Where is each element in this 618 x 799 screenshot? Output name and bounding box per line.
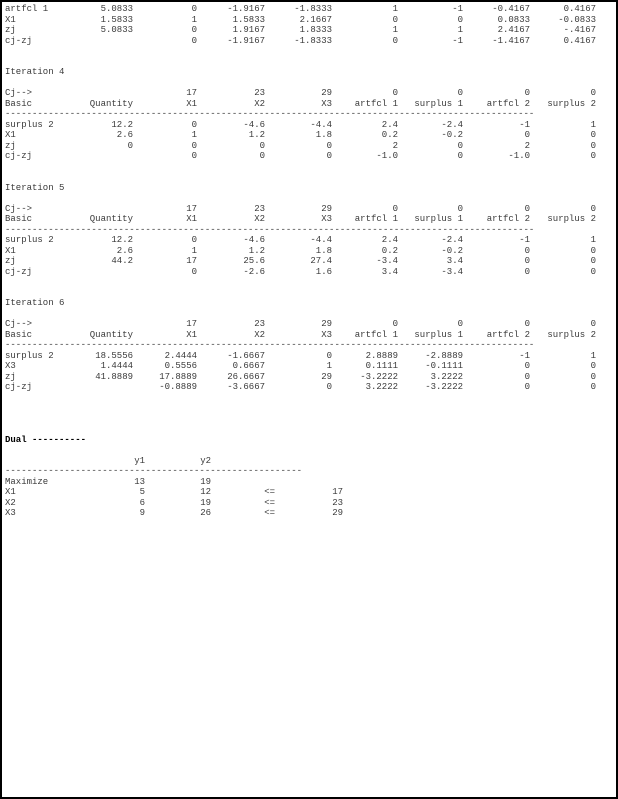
table-cell: 0 [191, 235, 197, 245]
table-cell: 1 [457, 25, 463, 35]
table-cell: 0 [590, 140, 596, 151]
table-cell: X1 [5, 245, 16, 256]
column-header: X3 [321, 98, 332, 109]
dual-divider: ------------------------------------------------------- [5, 466, 303, 476]
cj-label: Cj--> [5, 203, 33, 214]
table-cell: 1.8 [315, 130, 332, 140]
table-cell: 0 [191, 266, 197, 277]
table-cell: -2.4 [441, 235, 463, 245]
table-cell: 0 [524, 266, 530, 277]
cj-row [5, 204, 605, 215]
dual-cell: 12 [200, 487, 211, 497]
table-cell: 1 [191, 245, 197, 256]
table-cell: -0.1111 [425, 361, 463, 371]
table-cell: 0 [590, 130, 596, 140]
cj-value: 0 [457, 319, 463, 329]
cj-value: 0 [590, 203, 596, 214]
table-row [5, 141, 605, 152]
column-header: artfcl 2 [486, 214, 530, 224]
cj-value: 17 [186, 203, 197, 214]
cj-value: 0 [457, 203, 463, 214]
header-row [5, 214, 605, 225]
column-header: X3 [321, 329, 332, 340]
table-cell: -0.2 [441, 130, 463, 140]
table-cell: 17 [186, 256, 197, 266]
column-header: X1 [186, 214, 197, 224]
table-cell: 1 [392, 25, 398, 35]
table-cell: 3.4 [381, 266, 398, 277]
dual-row [5, 487, 605, 498]
table-cell: 1.5833 [232, 14, 265, 25]
iteration-title: Iteration 5 [5, 182, 65, 193]
table-cell: 1.4444 [100, 361, 133, 371]
table-cell: -3.4 [441, 266, 463, 277]
divider: -------------------------------------------------------------------------------------------------- [5, 109, 535, 119]
cj-row [5, 319, 605, 330]
table-row [5, 256, 605, 267]
column-header: Quantity [89, 214, 133, 224]
dual-cell: <= [264, 508, 275, 518]
column-header: Basic [5, 98, 33, 109]
table-cell: 2.4 [381, 119, 398, 130]
table-cell: 0 [524, 256, 530, 266]
table-cell: 0.6667 [232, 361, 265, 371]
column-header: surplus 2 [547, 214, 596, 224]
table-cell: 0 [457, 14, 463, 25]
table-cell: 0.0833 [497, 14, 530, 25]
table-cell: -1 [519, 350, 530, 361]
dual-cell: X3 [5, 508, 16, 518]
table-cell: 0 [259, 151, 265, 161]
table-cell: 0 [191, 140, 197, 151]
iteration-title: Iteration 6 [5, 298, 65, 308]
table-cell: -1.4167 [492, 35, 530, 46]
table-cell: 1.5833 [100, 14, 133, 25]
table-cell: 3.4 [446, 256, 463, 266]
table-cell: 2 [524, 140, 530, 151]
table-cell: 1 [191, 14, 197, 25]
table-row [5, 372, 605, 383]
cj-label: Cj--> [5, 319, 33, 329]
table-cell: surplus 2 [5, 235, 54, 245]
table-cell: 0 [524, 371, 530, 382]
table-cell: zj [5, 140, 16, 151]
table-cell: 2.4 [381, 235, 398, 245]
table-cell: 44.2 [111, 256, 133, 266]
table-cell: zj [5, 256, 16, 266]
column-header: surplus 1 [414, 329, 463, 340]
cj-value: 29 [321, 203, 332, 214]
table-cell: 0 [127, 140, 133, 151]
dual-cell: 17 [332, 487, 343, 497]
column-header: artfcl 1 [354, 329, 398, 340]
dual-cell: Maximize [5, 476, 49, 487]
table-cell: -3.2222 [425, 382, 463, 392]
table-cell: -1.6667 [227, 350, 265, 361]
table-cell: -2.8889 [425, 350, 463, 361]
table-cell: 29 [321, 371, 332, 382]
table-cell: X1 [5, 130, 16, 140]
table-cell: 5.0833 [100, 4, 133, 14]
column-header: artfcl 1 [354, 214, 398, 224]
column-header: artfcl 2 [486, 98, 530, 109]
table-cell: 2.6 [116, 130, 133, 140]
table-cell: 2.4167 [497, 25, 530, 35]
table-cell: 0 [326, 382, 332, 392]
column-header: artfcl 1 [354, 98, 398, 109]
dual-cell: 9 [139, 508, 145, 518]
table-cell: 0.4167 [563, 4, 596, 14]
table-cell: -4.6 [243, 119, 265, 130]
table-row [5, 4, 605, 15]
table-row [5, 15, 605, 26]
table-cell: -0.8889 [159, 382, 197, 392]
table-cell: 0 [191, 35, 197, 46]
table-row [5, 382, 605, 393]
table-row [5, 151, 605, 162]
table-cell: 1 [326, 361, 332, 371]
table-cell: 3.2222 [365, 382, 398, 392]
table-cell: 2.8889 [365, 350, 398, 361]
column-header: Basic [5, 329, 33, 340]
table-cell: 0 [524, 130, 530, 140]
table-cell: 0 [191, 119, 197, 130]
table-cell: 0 [590, 245, 596, 256]
table-cell: 1.8 [315, 245, 332, 256]
table-row [5, 361, 605, 372]
dual-cell: 19 [200, 497, 211, 508]
table-cell: -1.0 [508, 151, 530, 161]
table-cell: 1 [392, 4, 398, 14]
table-cell: 0 [392, 35, 398, 46]
table-cell: 3.2222 [430, 371, 463, 382]
table-cell: 0 [191, 151, 197, 161]
table-cell: 0 [326, 350, 332, 361]
column-header: surplus 2 [547, 329, 596, 340]
table-cell: -1 [519, 119, 530, 130]
table-cell: X3 [5, 361, 16, 371]
table-cell: 0.5556 [164, 361, 197, 371]
table-cell: 18.5556 [95, 350, 133, 361]
table-cell: 0 [524, 245, 530, 256]
table-cell: -1.8333 [294, 35, 332, 46]
cj-value: 29 [321, 88, 332, 98]
dual-cell: 6 [139, 497, 145, 508]
table-cell: -3.2222 [360, 371, 398, 382]
table-cell: -3.6667 [227, 382, 265, 392]
dual-row [5, 508, 605, 519]
table-cell: 17.8889 [159, 371, 197, 382]
table-row [5, 351, 605, 362]
table-cell: 2.1667 [299, 14, 332, 25]
dual-row [5, 498, 605, 509]
cj-label: Cj--> [5, 88, 33, 98]
dual-cell: 26 [200, 508, 211, 518]
cj-value: 0 [392, 203, 398, 214]
cj-value: 0 [524, 319, 530, 329]
dual-column-header: y2 [200, 455, 211, 466]
table-cell: 1.2 [248, 130, 265, 140]
column-header: Quantity [89, 329, 133, 340]
column-header: X1 [186, 98, 197, 109]
table-cell: 0 [524, 382, 530, 392]
table-cell: 1 [590, 119, 596, 130]
table-cell: 0 [590, 266, 596, 277]
table-cell: surplus 2 [5, 119, 54, 130]
table-cell: 12.2 [111, 235, 133, 245]
table-cell: -1 [452, 4, 463, 14]
column-header: surplus 2 [547, 98, 596, 109]
table-cell: 1 [191, 130, 197, 140]
table-cell: 0 [590, 151, 596, 161]
table-row [5, 246, 605, 257]
table-row [5, 235, 605, 246]
column-header: Quantity [89, 98, 133, 109]
table-cell: 26.6667 [227, 371, 265, 382]
table-cell: -4.4 [310, 119, 332, 130]
cj-value: 23 [254, 88, 265, 98]
table-row [5, 25, 605, 36]
divider: -------------------------------------------------------------------------------------------------- [5, 224, 535, 235]
table-cell: 0 [392, 14, 398, 25]
cj-value: 0 [524, 203, 530, 214]
table-cell: 0 [590, 382, 596, 392]
table-cell: -1.9167 [227, 35, 265, 46]
table-cell: X1 [5, 14, 16, 25]
table-cell: -1.0 [376, 151, 398, 161]
dual-title: Dual ---------- [5, 434, 87, 445]
table-cell: 5.0833 [100, 25, 133, 35]
table-cell: 1 [590, 350, 596, 361]
dual-cell: X1 [5, 487, 16, 497]
table-row [5, 36, 605, 47]
simplex-output [5, 4, 605, 519]
dual-cell: <= [264, 487, 275, 497]
dual-cell: 13 [134, 476, 145, 487]
cj-value: 17 [186, 88, 197, 98]
table-cell: -2.6 [243, 266, 265, 277]
column-header: X3 [321, 214, 332, 224]
table-cell: cj-zj [5, 35, 33, 46]
cj-value: 0 [392, 319, 398, 329]
table-cell: 2 [392, 140, 398, 151]
table-cell: 2.6 [116, 245, 133, 256]
table-cell: 0 [457, 151, 463, 161]
table-cell: -3.4 [376, 256, 398, 266]
cj-value: 0 [590, 319, 596, 329]
table-cell: 12.2 [111, 119, 133, 130]
table-cell: 0 [326, 151, 332, 161]
cj-value: 0 [457, 88, 463, 98]
table-cell: zj [5, 25, 16, 35]
table-row [5, 267, 605, 278]
cj-row [5, 88, 605, 99]
column-header: X1 [186, 329, 197, 340]
table-cell: 1 [590, 235, 596, 245]
table-cell: 25.6 [243, 256, 265, 266]
table-cell: -4.6 [243, 235, 265, 245]
column-header: X2 [254, 214, 265, 224]
table-cell: -.4167 [563, 25, 596, 35]
iteration-title: Iteration 4 [5, 67, 65, 77]
table-cell: artfcl 1 [5, 4, 49, 14]
table-cell: surplus 2 [5, 350, 54, 361]
column-header: artfcl 2 [486, 329, 530, 340]
cj-value: 0 [524, 88, 530, 98]
table-cell: 1.6 [315, 266, 332, 277]
table-cell: 27.4 [310, 256, 332, 266]
dual-cell: 5 [139, 487, 145, 497]
dual-cell: 19 [200, 476, 211, 487]
table-cell: 1.8333 [299, 25, 332, 35]
table-cell: 0 [524, 361, 530, 371]
table-cell: cj-zj [5, 266, 33, 277]
dual-cell: <= [264, 497, 275, 508]
column-header: X2 [254, 329, 265, 340]
dual-row [5, 477, 605, 488]
table-cell: cj-zj [5, 382, 33, 392]
table-cell: -2.4 [441, 119, 463, 130]
table-cell: -0.0833 [558, 14, 596, 25]
table-cell: 0.4167 [563, 35, 596, 46]
cj-value: 17 [186, 319, 197, 329]
table-cell: -1 [452, 35, 463, 46]
table-cell: 0.2 [381, 245, 398, 256]
table-cell: 0 [590, 371, 596, 382]
table-cell: 0 [191, 4, 197, 14]
cj-value: 0 [392, 88, 398, 98]
cj-value: 23 [254, 203, 265, 214]
table-row [5, 120, 605, 131]
table-cell: 0 [590, 256, 596, 266]
divider: -------------------------------------------------------------------------------------------------- [5, 340, 535, 350]
column-header: surplus 1 [414, 214, 463, 224]
dual-cell: X2 [5, 497, 16, 508]
table-cell: 0 [457, 140, 463, 151]
table-cell: -1.8333 [294, 4, 332, 14]
column-header: surplus 1 [414, 98, 463, 109]
table-cell: -1.9167 [227, 4, 265, 14]
table-cell: -4.4 [310, 235, 332, 245]
table-cell: 0 [590, 361, 596, 371]
cj-value: 29 [321, 319, 332, 329]
table-cell: 0 [326, 140, 332, 151]
table-cell: 0.1111 [365, 361, 398, 371]
table-cell: 2.4444 [164, 350, 197, 361]
table-cell: 1.9167 [232, 25, 265, 35]
table-cell: zj [5, 371, 16, 382]
header-row [5, 330, 605, 341]
cj-value: 23 [254, 319, 265, 329]
dual-cell: 23 [332, 497, 343, 508]
table-row [5, 130, 605, 141]
header-row [5, 99, 605, 110]
dual-header-row [5, 456, 605, 467]
table-cell: -0.2 [441, 245, 463, 256]
table-cell: cj-zj [5, 151, 33, 161]
column-header: X2 [254, 98, 265, 109]
column-header: Basic [5, 214, 33, 224]
table-cell: 41.8889 [95, 371, 133, 382]
cj-value: 0 [590, 88, 596, 98]
table-cell: 0 [191, 25, 197, 35]
table-cell: -1 [519, 235, 530, 245]
dual-cell: 29 [332, 508, 343, 518]
table-cell: 0.2 [381, 130, 398, 140]
table-cell: -0.4167 [492, 4, 530, 14]
dual-column-header: y1 [134, 455, 145, 466]
table-cell: 0 [259, 140, 265, 151]
table-cell: 1.2 [248, 245, 265, 256]
